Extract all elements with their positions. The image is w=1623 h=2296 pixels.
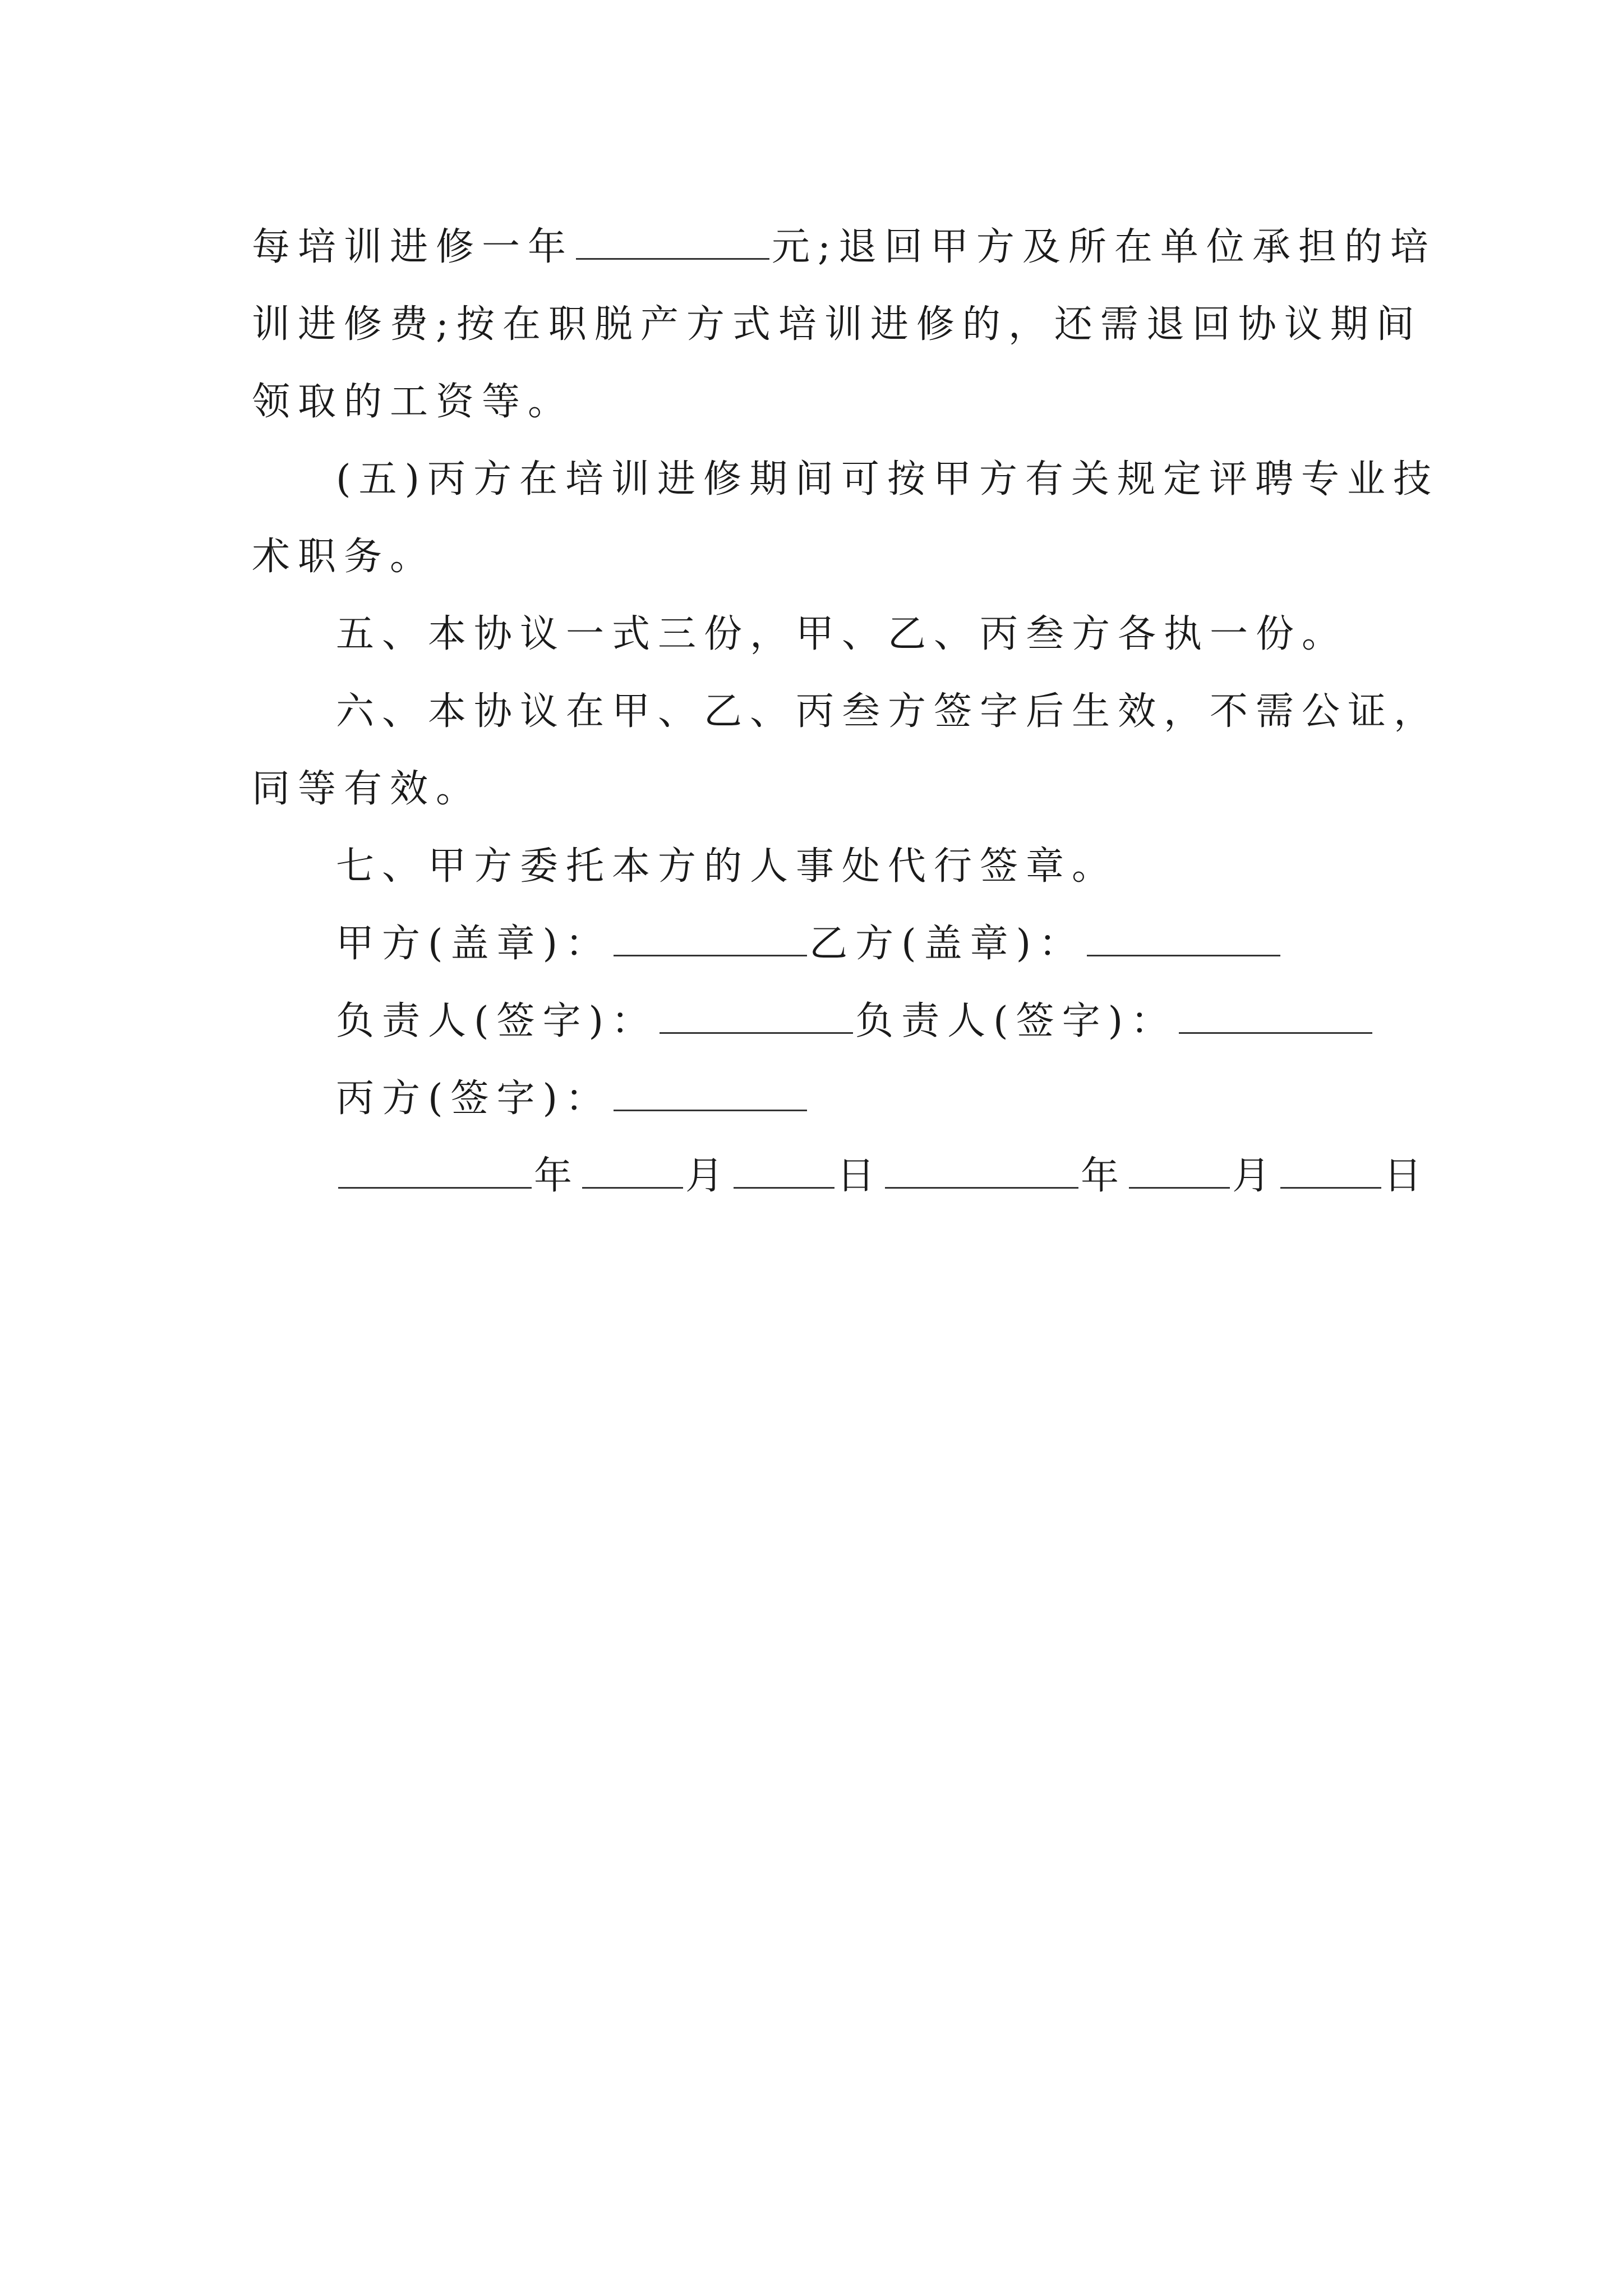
paragraph-article-7 — [252, 828, 1385, 905]
year-label-1: 年 — [534, 1154, 580, 1198]
paragraph-clause-5 — [252, 441, 1440, 596]
party-a-seal-blank — [614, 923, 807, 956]
day-label-1: 日 — [837, 1154, 883, 1198]
paragraph-article-5 — [252, 596, 1385, 673]
text-line: 领取的工资等。 — [252, 380, 574, 424]
text-line: 同等有效。 — [252, 767, 482, 811]
text-segment: 每培训进修一年 — [252, 225, 574, 269]
party-a-seal-label: 甲方(盖章)： — [336, 922, 612, 966]
text-line: 六、本协议在甲、乙、丙叁方签字后生效，不需公证， — [336, 689, 1440, 734]
amount-blank — [576, 227, 769, 260]
leader-sign-blank-1 — [660, 1001, 853, 1034]
date-line — [252, 1138, 1430, 1215]
month-label-2: 月 — [1232, 1154, 1279, 1198]
month-blank-1 — [582, 1156, 683, 1189]
signature-line-party-c — [252, 1060, 1385, 1138]
text-line: 训进修费;按在职脱产方式培训进修的，还需退回协议期间 — [252, 302, 1422, 347]
text-line: 五、本协议一式三份，甲、乙、丙叁方各执一份。 — [336, 612, 1348, 656]
party-c-sign-blank — [614, 1078, 807, 1111]
day-blank-2 — [1280, 1156, 1381, 1189]
party-b-seal-label: 乙方(盖章)： — [809, 922, 1085, 966]
party-c-sign-label: 丙方(签字)： — [336, 1076, 612, 1121]
paragraph-article-6 — [252, 673, 1440, 828]
month-label-1: 月 — [685, 1154, 732, 1198]
text-line — [252, 209, 1436, 286]
signature-line-leaders — [252, 983, 1385, 1060]
text-line: 术职务。 — [252, 535, 436, 579]
document-body — [252, 209, 1440, 1215]
leader-sign-label-1: 负责人(签字)： — [336, 999, 658, 1043]
day-blank-1 — [734, 1156, 834, 1189]
signature-line-seals — [252, 905, 1385, 983]
paragraph-training-fee — [252, 209, 1436, 441]
leader-sign-blank-2 — [1179, 1001, 1372, 1034]
text-segment: 元;退回甲方及所在单位承担的培 — [772, 225, 1436, 269]
text-line: (五)丙方在培训进修期间可按甲方有关规定评聘专业技 — [336, 457, 1440, 501]
year-blank-2 — [885, 1156, 1078, 1189]
month-blank-2 — [1129, 1156, 1230, 1189]
day-label-2: 日 — [1384, 1154, 1430, 1198]
leader-sign-label-2: 负责人(签字)： — [855, 999, 1177, 1043]
signature-block — [252, 905, 1430, 1215]
party-b-seal-blank — [1087, 923, 1280, 956]
year-label-2: 年 — [1081, 1154, 1127, 1198]
text-line: 七、甲方委托本方的人事处代行签章。 — [336, 844, 1118, 889]
year-blank-1 — [338, 1156, 532, 1189]
